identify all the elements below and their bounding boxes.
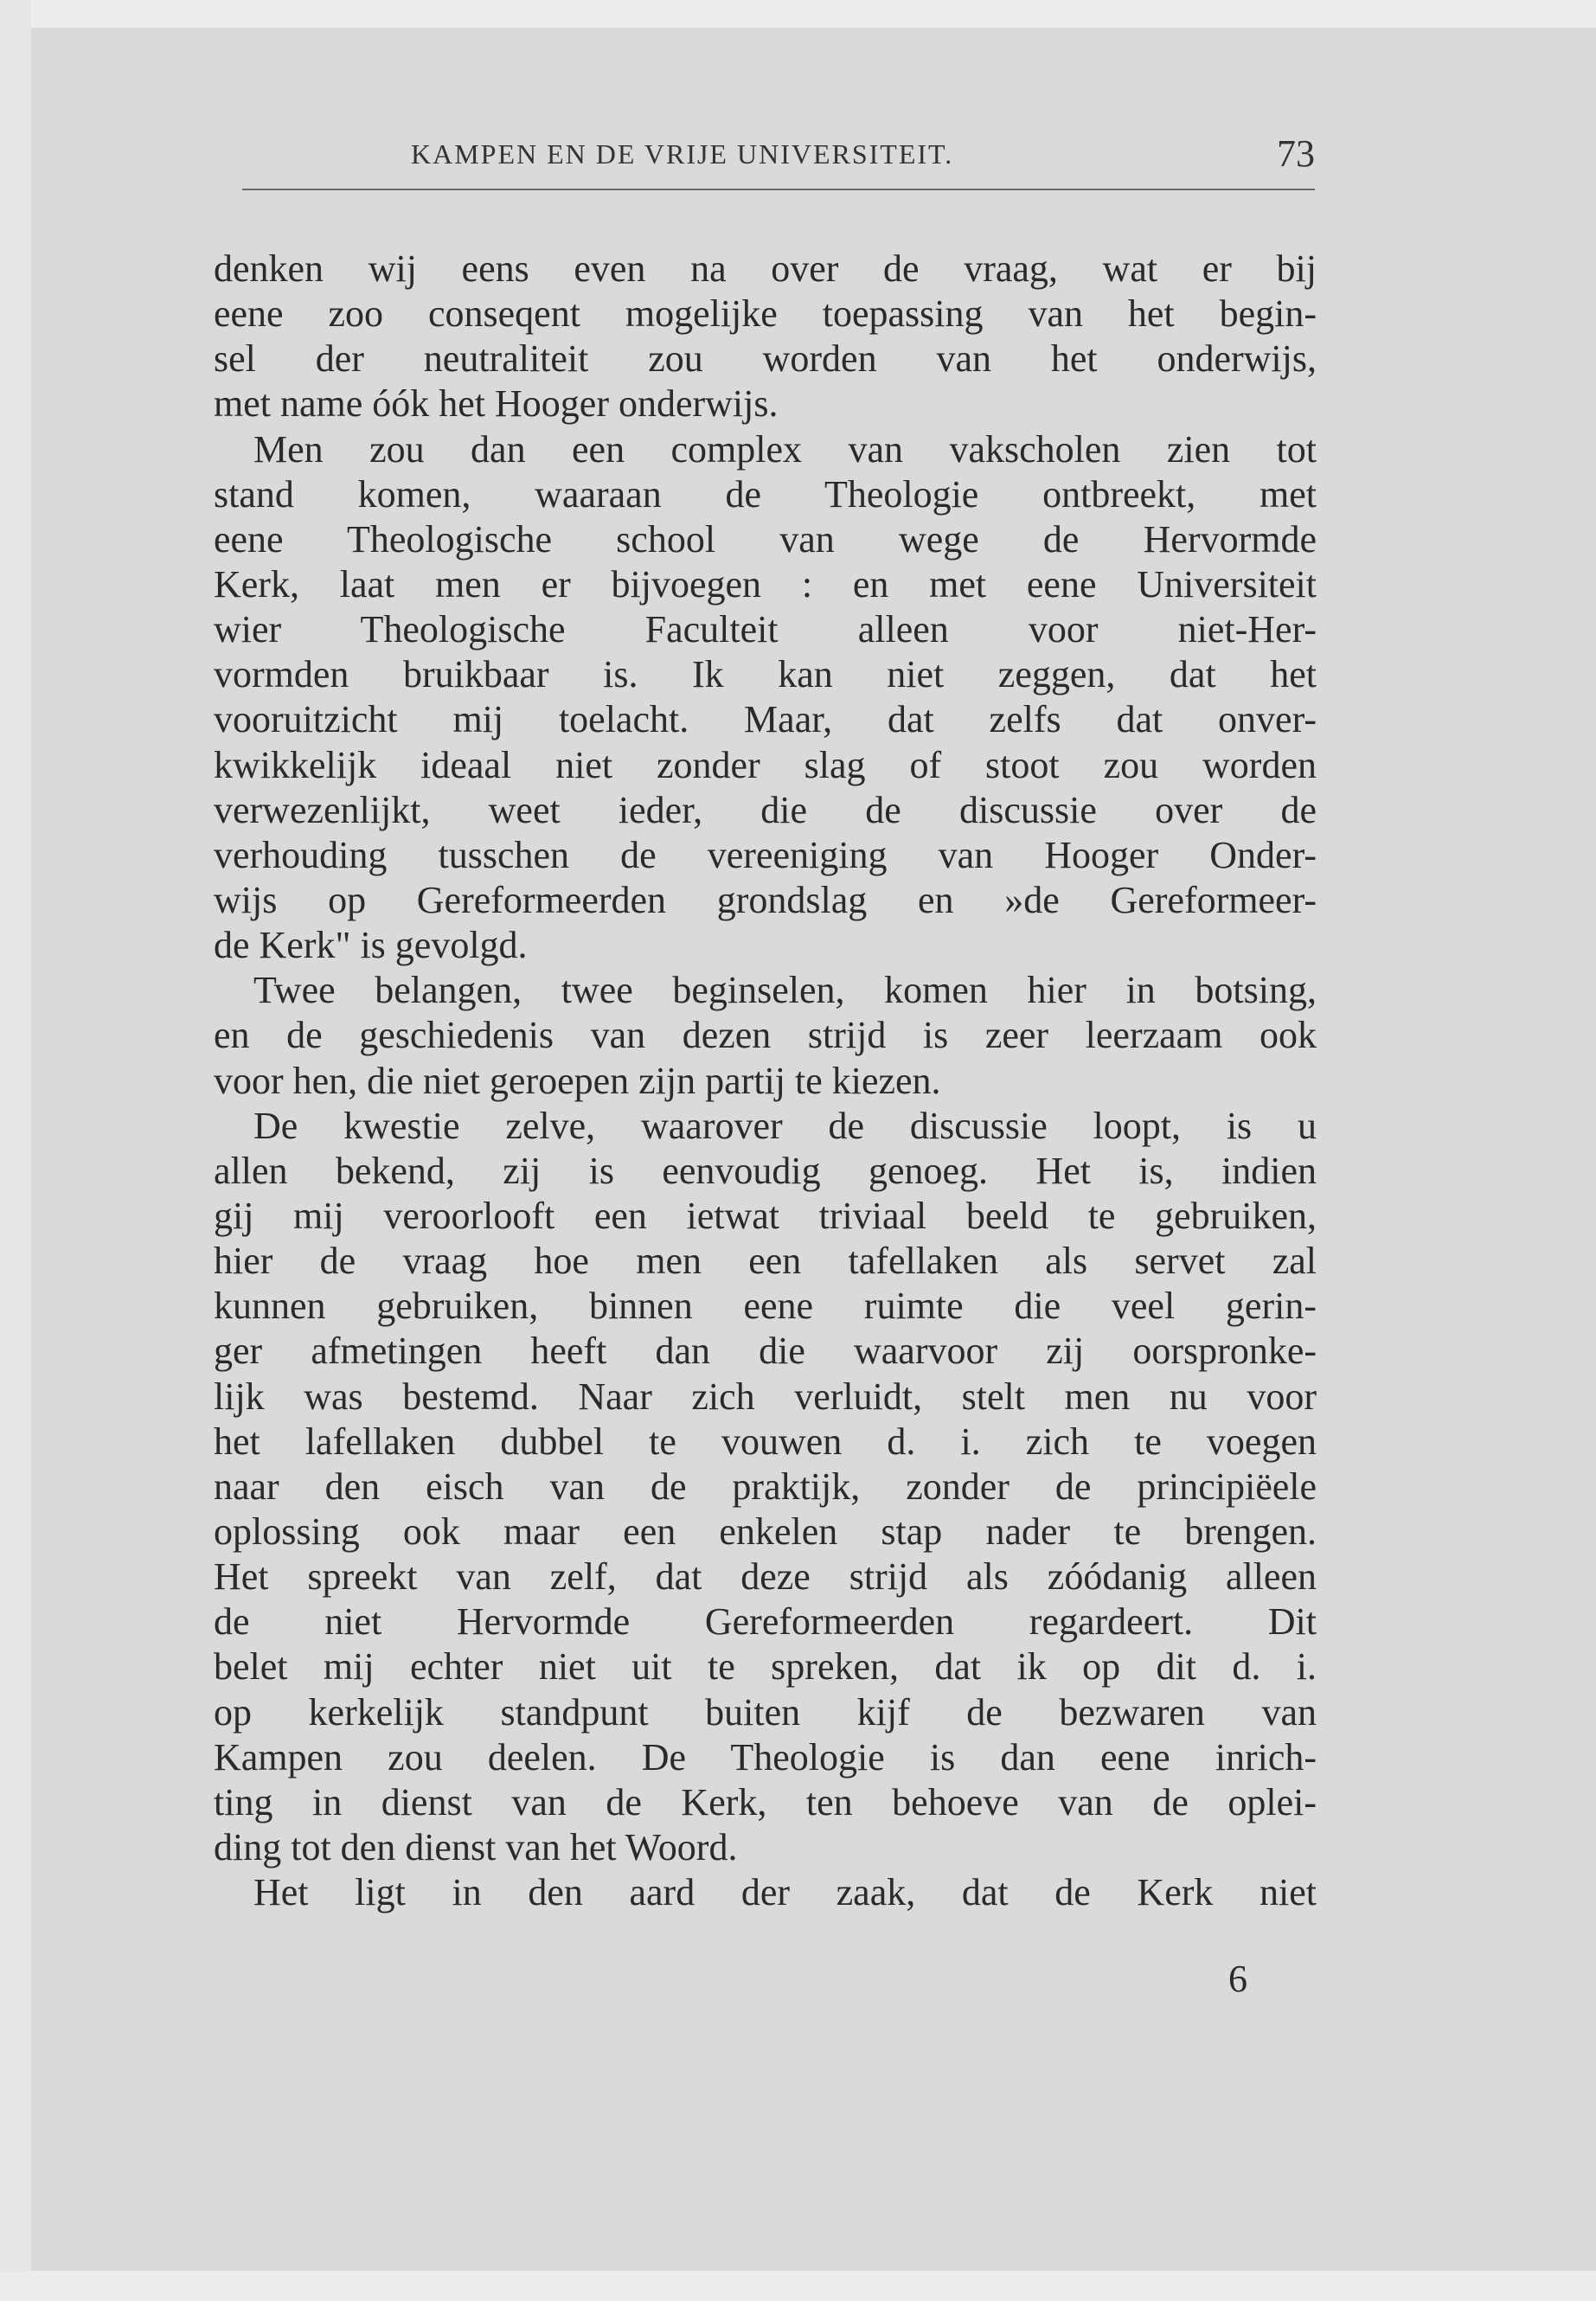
running-head-title: KAMPEN EN DE VRIJE UNIVERSITEIT. (411, 138, 954, 170)
text-line: ting in dienst van de Kerk, ten behoeve van de oplei- (214, 1780, 1317, 1823)
text-line: Kerk, laat men er bijvoegen : en met eene Universiteit (214, 562, 1317, 606)
text-line: ding tot den dienst van het Woord. (214, 1825, 738, 1868)
scan-border-top (0, 0, 1596, 28)
text-line: kunnen gebruiken, binnen eene ruimte die veel gerin- (214, 1285, 1317, 1328)
scan-border-left (0, 0, 31, 2301)
text-line: sel der neutraliteit zou worden van het onderwijs, (214, 337, 1317, 381)
text-line: ger afmetingen heeft dan die waarvoor zij oorspronke- (214, 1330, 1317, 1373)
text-line: naar den eisch van de praktijk, zonder de principiëele (214, 1465, 1317, 1508)
text-line: kwikkelijk ideaal niet zonder slag of stoot zou worden (214, 743, 1317, 786)
text-line: Het spreekt van zelf, dat deze strijd als zóódanig alleen (214, 1555, 1317, 1599)
text-line: Het ligt in den aard der zaak, dat de Kerk niet (253, 1871, 1317, 1914)
text-line: Kampen zou deelen. De Theologie is dan eene inrich- (214, 1735, 1317, 1779)
text-line: verwezenlijkt, weet ieder, die de discussie over de (214, 788, 1317, 831)
text-line: Twee belangen, twee beginselen, komen hier in botsing, (253, 969, 1317, 1012)
text-line: voor hen, die niet geroepen zijn partij te kiezen. (214, 1059, 941, 1102)
text-line: De kwestie zelve, waarover de discussie loopt, is u (253, 1104, 1317, 1147)
text-line: het lafellaken dubbel te vouwen d. i. zich te voegen (214, 1420, 1317, 1463)
text-line: wier Theologische Faculteit alleen voor niet-Her- (214, 608, 1317, 651)
text-line: denken wij eens even na over de vraag, wat er bij (214, 247, 1317, 290)
running-head (242, 106, 1315, 190)
signature-mark: 6 (1228, 1958, 1247, 2000)
text-line: lijk was bestemd. Naar zich verluidt, stelt men nu voor (214, 1375, 1317, 1418)
text-line: met name óók het Hooger onderwijs. (214, 382, 779, 426)
text-line: gij mij veroorlooft een ietwat triviaal beeld te gebruiken, (214, 1194, 1317, 1237)
text-line: oplossing ook maar een enkelen stap nader te brengen. (214, 1509, 1317, 1553)
text-line: vooruitzicht mij toelacht. Maar, dat zelfs dat onver- (214, 698, 1317, 741)
text-line: eene Theologische school van wege de Hervormde (214, 517, 1317, 561)
text-line: wijs op Gereformeerden grondslag en »de Gereformeer- (214, 878, 1317, 921)
body-text (214, 247, 1317, 1915)
page-number: 73 (1277, 132, 1315, 175)
text-line: belet mij echter niet uit te spreken, dat ik op dit d. i. (214, 1645, 1317, 1689)
scan-border-bottom (0, 2271, 1596, 2301)
text-line: verhouding tusschen de vereeniging van Hooger Onder- (214, 833, 1317, 876)
text-line: de Kerk" is gevolgd. (214, 924, 528, 967)
text-line: Men zou dan een complex van vakscholen zien tot (253, 427, 1317, 471)
text-line: hier de vraag hoe men een tafellaken als servet zal (214, 1240, 1317, 1283)
text-line: stand komen, waaraan de Theologie ontbreekt, met (214, 472, 1317, 516)
text-line: de niet Hervormde Gereformeerden regardeert. Dit (214, 1600, 1317, 1644)
text-line: eene zoo conseqent mogelijke toepassing van het begin- (214, 292, 1317, 336)
text-line: op kerkelijk standpunt buiten kijf de bezwaren van (214, 1690, 1317, 1734)
text-line: en de geschiedenis van dezen strijd is zeer leerzaam ook (214, 1014, 1317, 1057)
text-line: vormden bruikbaar is. Ik kan niet zeggen, dat het (214, 653, 1317, 696)
text-line: allen bekend, zij is eenvoudig genoeg. Het is, indien (214, 1149, 1317, 1192)
